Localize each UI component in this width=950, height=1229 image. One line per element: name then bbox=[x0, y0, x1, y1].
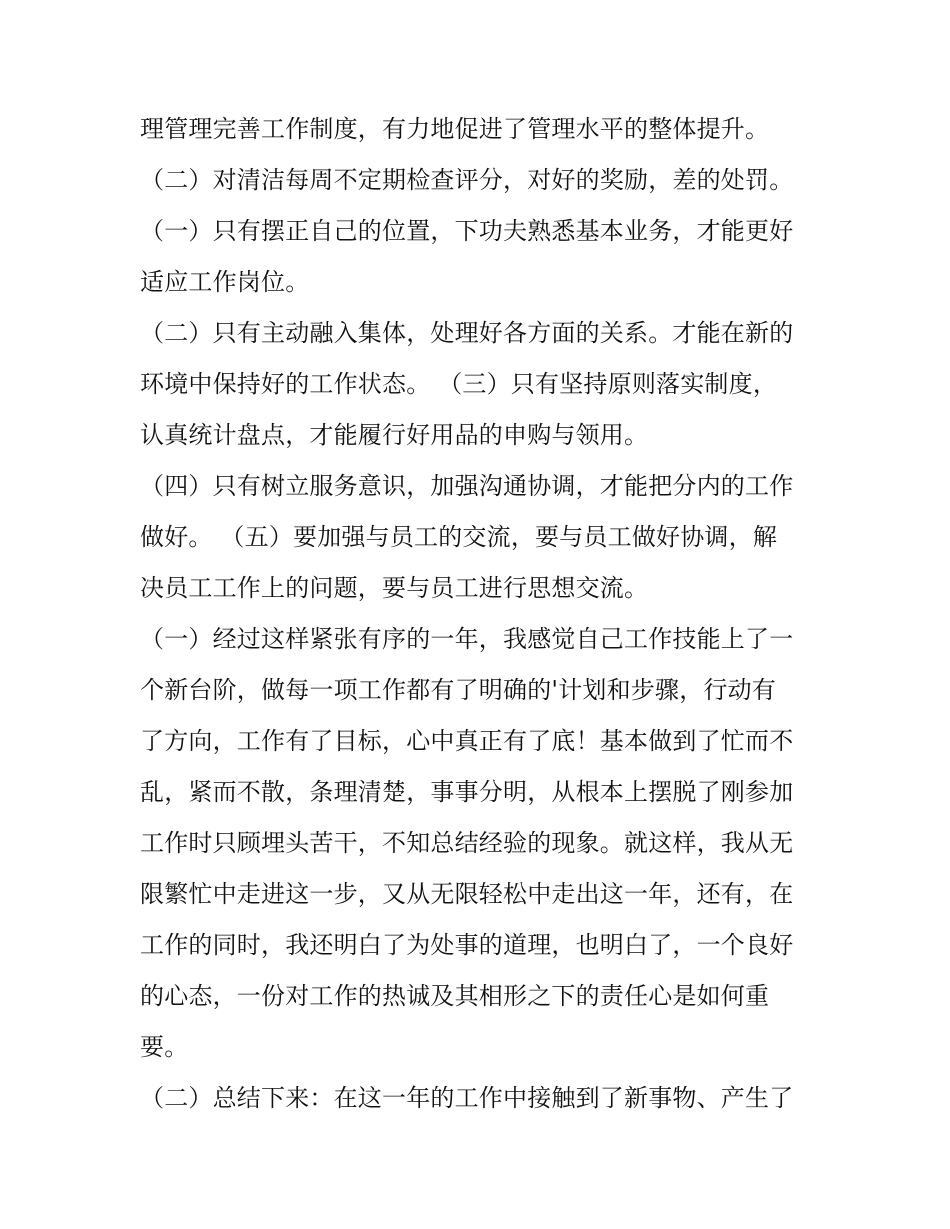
text-line: （四）只有树立服务意识，加强沟通协调，才能把分内的工作 bbox=[140, 472, 794, 500]
text-line: 理管理完善工作制度，有力地促进了管理水平的整体提升。 bbox=[140, 115, 770, 143]
text-line: （一）只有摆正自己的位置，下功夫熟悉基本业务，才能更好 bbox=[140, 217, 794, 245]
text-line: 做好。 （五）要加强与员工的交流，要与员工做好协调，解 bbox=[140, 523, 778, 551]
text-line: 限繁忙中走进这一步，又从无限轻松中走出这一年，还有，在 bbox=[140, 880, 794, 908]
document-body bbox=[140, 104, 820, 1124]
text-line: （二）总结下来：在这一年的工作中接触到了新事物、产生了 bbox=[140, 1084, 794, 1112]
text-line: 工作时只顾埋头苦干，不知总结经验的现象。就这样，我从无 bbox=[140, 829, 794, 857]
text-line: 个新台阶，做每一项工作都有了明确的'计划和步骤，行动有 bbox=[140, 676, 776, 704]
text-line: 适应工作岗位。 bbox=[140, 268, 310, 296]
text-line: 决员工工作上的问题，要与员工进行思想交流。 bbox=[140, 574, 649, 602]
text-line: 环境中保持好的工作状态。 （三）只有坚持原则落实制度， bbox=[140, 370, 778, 398]
text-line: 要。 bbox=[140, 1033, 189, 1061]
text-line: 了方向，工作有了目标，心中真正有了底！基本做到了忙而不 bbox=[140, 727, 794, 755]
text-line: 认真统计盘点，才能履行好用品的申购与领用。 bbox=[140, 421, 649, 449]
text-line: （二）对清洁每周不定期检查评分，对好的奖励，差的处罚。 bbox=[140, 166, 794, 194]
text-line: 乱，紧而不散，条理清楚，事事分明，从根本上摆脱了刚参加 bbox=[140, 778, 794, 806]
text-line: （二）只有主动融入集体，处理好各方面的关系。才能在新的 bbox=[140, 319, 794, 347]
text-line: （一）经过这样紧张有序的一年，我感觉自己工作技能上了一 bbox=[140, 625, 794, 653]
text-line: 的心态，一份对工作的热诚及其相形之下的责任心是如何重 bbox=[140, 982, 770, 1010]
text-line: 工作的同时，我还明白了为处事的道理，也明白了，一个良好 bbox=[140, 931, 794, 959]
